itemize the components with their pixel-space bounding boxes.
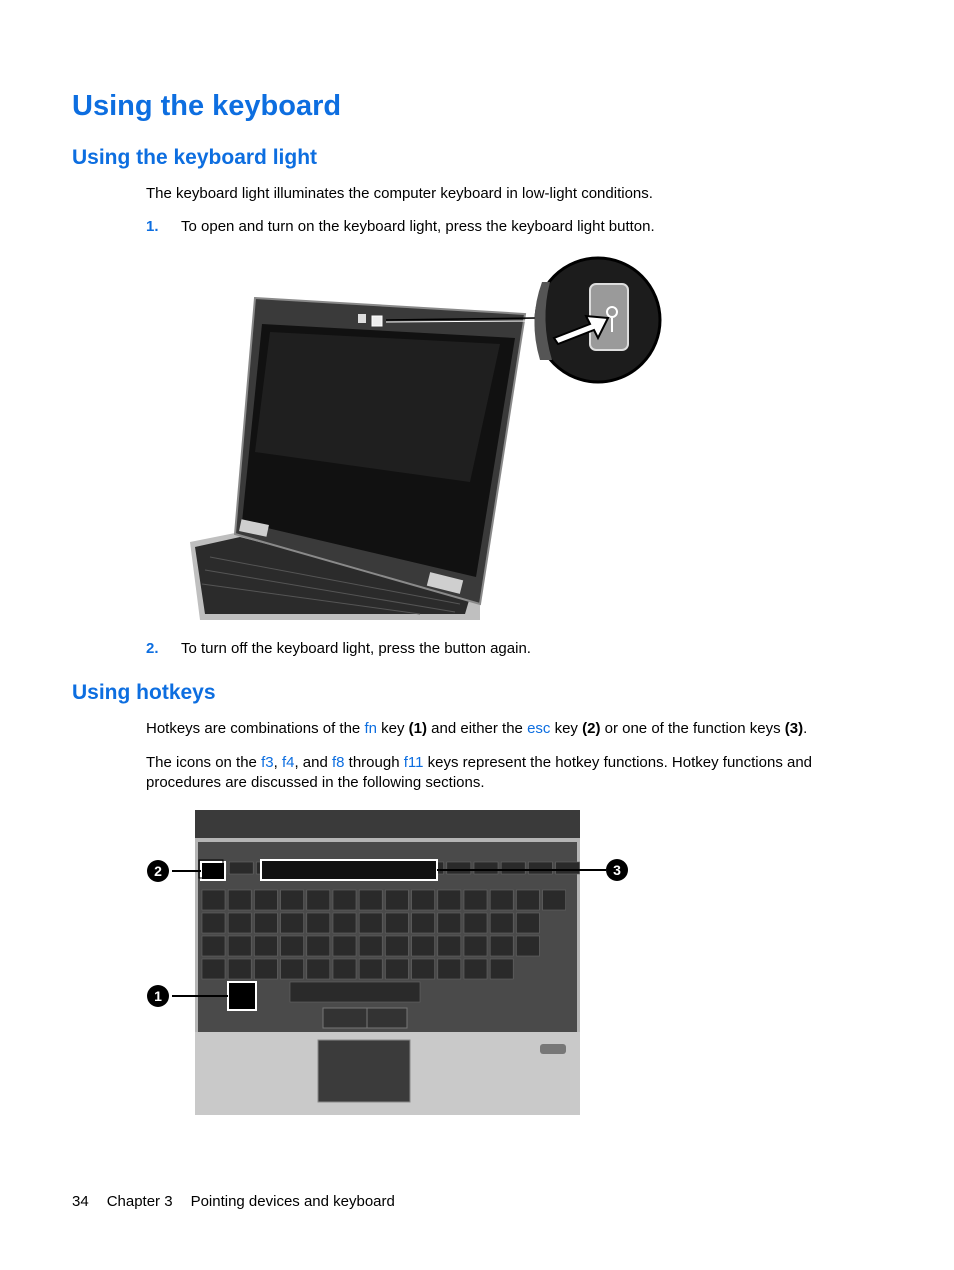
keycap [474, 862, 498, 874]
page-title: Using the keyboard [72, 90, 342, 122]
keycap [464, 890, 487, 910]
hotkeys-paragraph-2: The icons on the f3, f4, and f8 through f11 keys represent the hotkey functions. Hotkey functions and procedures are discussed in the following sections. [146, 754, 813, 791]
keycap [359, 890, 382, 910]
keycap [254, 959, 277, 979]
keycap [438, 913, 461, 933]
keycap [464, 936, 487, 956]
keycap [438, 936, 461, 956]
keycap [501, 862, 525, 874]
keycap [333, 959, 356, 979]
key-fn: fn [364, 720, 377, 737]
keycap [359, 959, 382, 979]
key-esc: esc [527, 720, 551, 737]
page-footer [72, 1193, 413, 1210]
svg-text:3: 3 [613, 862, 621, 878]
key-f8: f8 [331, 754, 345, 771]
step-2 [146, 640, 531, 657]
keycap [254, 936, 277, 956]
keycap [307, 959, 330, 979]
keycap [281, 936, 304, 956]
keycap [412, 936, 435, 956]
keycap [516, 936, 539, 956]
keycap [254, 913, 277, 933]
chapter-label: Chapter 3 [106, 1193, 173, 1210]
svg-text:1: 1 [154, 988, 162, 1004]
keycap [202, 913, 225, 933]
keycap [228, 890, 251, 910]
step-number: 2. [146, 640, 159, 657]
chapter-title: Pointing devices and keyboard [190, 1193, 395, 1210]
keycap [202, 959, 225, 979]
keycap [281, 890, 304, 910]
keycap [228, 913, 251, 933]
keycap [385, 959, 408, 979]
keycap [543, 890, 566, 910]
keycap [490, 890, 513, 910]
keycap [438, 959, 461, 979]
keycap [281, 913, 304, 933]
callout-3 [606, 859, 628, 881]
keycap [333, 890, 356, 910]
keycap [464, 913, 487, 933]
keycap [333, 913, 356, 933]
keycap [556, 862, 580, 874]
section-heading-hotkeys: Using hotkeys [72, 681, 216, 704]
keycap [528, 862, 552, 874]
step-text: To turn off the keyboard light, press the button again. [181, 640, 531, 657]
section-heading-keyboard-light: Using the keyboard light [72, 146, 318, 169]
keycap [490, 959, 513, 979]
keycap [412, 890, 435, 910]
key-f3: f3 [261, 754, 274, 771]
hotkeys-paragraph-1: Hotkeys are combinations of the fn key (1) and either the esc key (2) or one of the function keys (3). [146, 720, 808, 737]
keycap [385, 936, 408, 956]
keycap [254, 890, 277, 910]
keycap [385, 913, 408, 933]
keycap [516, 913, 539, 933]
keycap [359, 936, 382, 956]
keycap [228, 936, 251, 956]
step-1 [146, 218, 655, 235]
keycap [333, 936, 356, 956]
keycap [307, 913, 330, 933]
keycap [202, 936, 225, 956]
keycap [229, 862, 253, 874]
keycap [464, 959, 487, 979]
keycap [490, 936, 513, 956]
key-f4: f4 [281, 754, 295, 771]
keycap [412, 913, 435, 933]
keycap [281, 959, 304, 979]
keycap [307, 890, 330, 910]
keycap [516, 890, 539, 910]
step-number: 1. [146, 218, 159, 235]
laptop-keyboard-light-figure [180, 252, 665, 622]
callout-2 [147, 860, 169, 882]
keycap [202, 890, 225, 910]
keycap [438, 890, 461, 910]
callout-1 [147, 985, 169, 1007]
svg-text:2: 2 [154, 863, 162, 879]
keycap [228, 959, 251, 979]
keycap [490, 913, 513, 933]
page-number: 34 [72, 1193, 89, 1210]
keyboard-light-intro: The keyboard light illuminates the computer keyboard in low-light conditions. [146, 185, 653, 202]
keyboard-hotkeys-figure [140, 810, 640, 1120]
keycap [447, 862, 471, 874]
keycap [359, 913, 382, 933]
step-text: To open and turn on the keyboard light, press the keyboard light button. [181, 218, 655, 235]
keycap [307, 936, 330, 956]
spacebar [290, 982, 420, 1002]
keycap [385, 890, 408, 910]
keycap [412, 959, 435, 979]
key-f11: f11 [403, 754, 424, 771]
